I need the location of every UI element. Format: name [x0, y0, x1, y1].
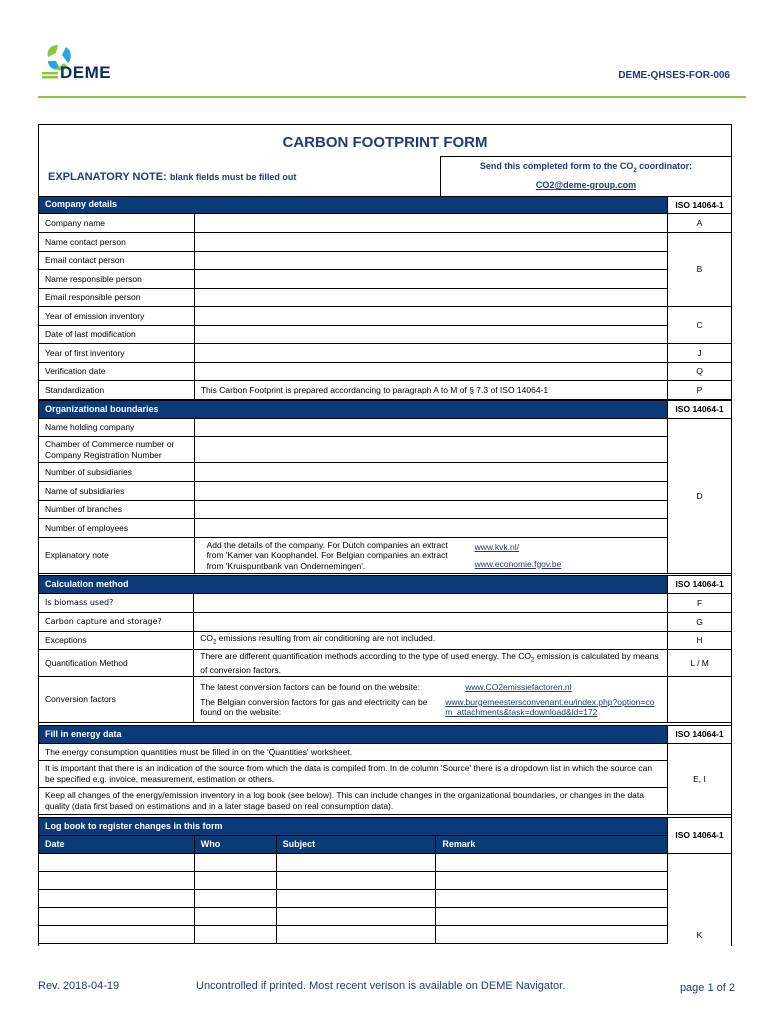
field-label: Number of subsidiaries [39, 463, 195, 482]
log-cell[interactable] [436, 872, 668, 890]
log-cell[interactable] [276, 926, 436, 944]
coordinator-email-link[interactable]: CO2@deme-group.com [535, 180, 637, 190]
code-a: A [668, 214, 732, 233]
iso-label: ISO 14064-1 [668, 197, 732, 214]
energy-data-header: Fill in energy data [39, 726, 668, 744]
page-number: page 1 of 2 [679, 982, 735, 994]
log-cell[interactable] [194, 890, 276, 908]
iso-label: ISO 14064-1 [668, 726, 732, 744]
log-cell[interactable] [39, 908, 195, 926]
log-cell[interactable] [276, 890, 436, 908]
explanatory-text: Add the details of the company. For Dutch companies an extract from 'Kamer van Koophandel. For Belgian companies an extract from 'Kruispuntbank van Ondernemingen'. [206, 539, 448, 571]
field-label: Name responsible person [39, 270, 195, 289]
log-cell[interactable] [276, 854, 436, 872]
contact-email-input[interactable] [194, 252, 667, 270]
code-lm: L / M [668, 650, 732, 677]
energy-data-table [38, 725, 732, 815]
company-details-header: Company details [39, 197, 668, 214]
log-cell[interactable] [436, 854, 668, 872]
conversion-text-1: The latest conversion factors can be found on the website: [200, 682, 420, 693]
logbook-header: Log book to register changes in this form [39, 818, 668, 836]
explanatory-note-text: blank fields must be filled out [169, 172, 297, 182]
first-inventory-input[interactable] [194, 344, 667, 363]
form-title: CARBON FOOTPRINT FORM [282, 134, 488, 151]
field-label: Is biomass used? [39, 594, 194, 613]
field-label: Verification date [39, 363, 195, 381]
field-label: Conversion factors [39, 677, 194, 723]
subsidiaries-count-input[interactable] [194, 463, 668, 482]
log-cell[interactable] [194, 854, 276, 872]
subsidiaries-name-input[interactable] [194, 482, 668, 501]
code-f: F [668, 594, 732, 613]
contact-name-input[interactable] [194, 233, 667, 252]
employees-count-input[interactable] [194, 519, 668, 538]
branches-count-input[interactable] [194, 501, 668, 519]
code-d: D [668, 419, 732, 574]
field-label: Exceptions [39, 632, 194, 650]
col-who: Who [194, 836, 276, 854]
code-b: B [668, 233, 732, 307]
code-q: Q [668, 363, 732, 381]
responsible-name-input[interactable] [194, 270, 667, 289]
org-boundaries-table [38, 400, 732, 574]
iso-label: ISO 14064-1 [668, 401, 732, 419]
col-subject: Subject [276, 836, 436, 854]
log-cell[interactable] [276, 908, 436, 926]
code-k: K [668, 854, 732, 944]
header-divider [38, 96, 746, 98]
conversion-text-2: The Belgian conversion factors for gas and electricity can be found on the website: [200, 696, 428, 718]
field-label: Year of emission inventory [39, 307, 195, 326]
log-cell[interactable] [436, 926, 668, 944]
field-label: Company name [39, 214, 195, 233]
field-label: Standardization [39, 381, 195, 400]
field-label: Chamber of Commerce number or Company Registration Number [39, 437, 195, 463]
responsible-email-input[interactable] [194, 289, 667, 307]
company-details-table [38, 196, 732, 400]
field-label: Email responsible person [39, 289, 195, 307]
burgemeesters-link[interactable]: www.burgemeestersconvenant.eu/index.php?option=com_attachments&task=download&id=172 [445, 696, 655, 718]
field-label: Email contact person [39, 252, 195, 270]
col-date: Date [39, 836, 195, 854]
log-cell[interactable] [194, 872, 276, 890]
field-label: Number of employees [39, 519, 195, 538]
log-cell[interactable] [276, 872, 436, 890]
field-label: Year of first inventory [39, 344, 195, 363]
log-cell[interactable] [194, 926, 276, 944]
log-cell[interactable] [436, 908, 668, 926]
log-cell[interactable] [39, 890, 195, 908]
energy-line-1: The energy consumption quantities must be filled in on the 'Quantities' worksheet. [39, 744, 668, 761]
logo-text: DEME [60, 63, 112, 82]
exceptions-text: $CO_2$ emissions resulting from air conditioning are not included. [194, 632, 668, 650]
calculation-method-header: Calculation method [39, 576, 668, 594]
quantification-text: There are different quantification methods according to the type of used energy. The $CO_2$ emission is calculated by means of conversion factors. [194, 650, 668, 677]
send-instruction: Send this completed form to the $CO_2$ coordinator: [479, 161, 693, 174]
iso-label: ISO 14064-1 [668, 818, 732, 854]
field-label: Date of last modification [39, 326, 195, 344]
field-label: Name holding company [39, 419, 195, 437]
modification-date-input[interactable] [194, 326, 667, 344]
standardization-text: This Carbon Footprint is prepared accordancing to paragraph A to M of § 7.3 of ISO 14064-1 [194, 381, 667, 400]
calculation-method-table [38, 575, 732, 723]
holding-company-input[interactable] [194, 419, 668, 437]
code-ei: E, I [668, 744, 732, 815]
energy-line-3: Keep all changes of the energy/emission inventory in a log book (see below). This can include changes in the organizational boundaries, or changes in the data quality (data first based on estimations and in a later stage based on real consumption data). [39, 788, 668, 815]
log-cell[interactable] [39, 854, 195, 872]
code-h: H [668, 632, 732, 650]
field-label: Explanatory note [39, 538, 195, 574]
code-j: J [668, 344, 732, 363]
iso-label: ISO 14064-1 [668, 576, 732, 594]
field-label: Number of branches [39, 501, 195, 519]
code-g: G [668, 613, 732, 632]
company-name-input[interactable] [194, 214, 667, 233]
code-c: C [668, 307, 732, 344]
co2-factors-link[interactable]: www.CO2emissiefactoren.nl [465, 682, 572, 693]
biomass-input[interactable] [194, 594, 668, 613]
verification-date-input[interactable] [194, 363, 667, 381]
ccs-input[interactable] [194, 613, 668, 632]
field-label: Carbon capture and storage? [39, 613, 194, 632]
log-cell[interactable] [436, 890, 668, 908]
org-boundaries-header: Organizational boundaries [39, 401, 668, 419]
explanatory-note [48, 171, 296, 183]
log-cell[interactable] [194, 908, 276, 926]
deme-logo [38, 43, 128, 89]
log-cell[interactable] [39, 926, 195, 944]
kvk-link[interactable]: www.kvk.nl/ [474, 542, 519, 553]
economie-link[interactable]: www.economie.fgov.be [474, 558, 562, 569]
col-remark: Remark [436, 836, 668, 854]
revision-date: Rev. 2018-04-19 [38, 980, 120, 992]
explanatory-note-label: EXPLANATORY NOTE: [48, 171, 167, 183]
registration-number-input[interactable] [194, 437, 668, 463]
energy-line-2: It is important that there is an indication of the source from which the data is compiled from. In de column 'Source' there is a dropdown list in which the source can be specified e.g. invoice, measurement, estimation or others. [39, 761, 668, 788]
emission-year-input[interactable] [194, 307, 667, 326]
log-cell[interactable] [39, 872, 195, 890]
code-p: P [668, 381, 732, 400]
field-label: Name of subsidiaries [39, 482, 195, 501]
field-label: Name contact person [39, 233, 195, 252]
document-code: DEME-QHSES-FOR-006 [618, 70, 730, 81]
field-label: Quantification Method [39, 650, 194, 677]
logbook-table [38, 817, 732, 944]
footer-notice: Uncontrolled if printed. Most recent verison is available on DEME Navigator. [196, 980, 566, 992]
